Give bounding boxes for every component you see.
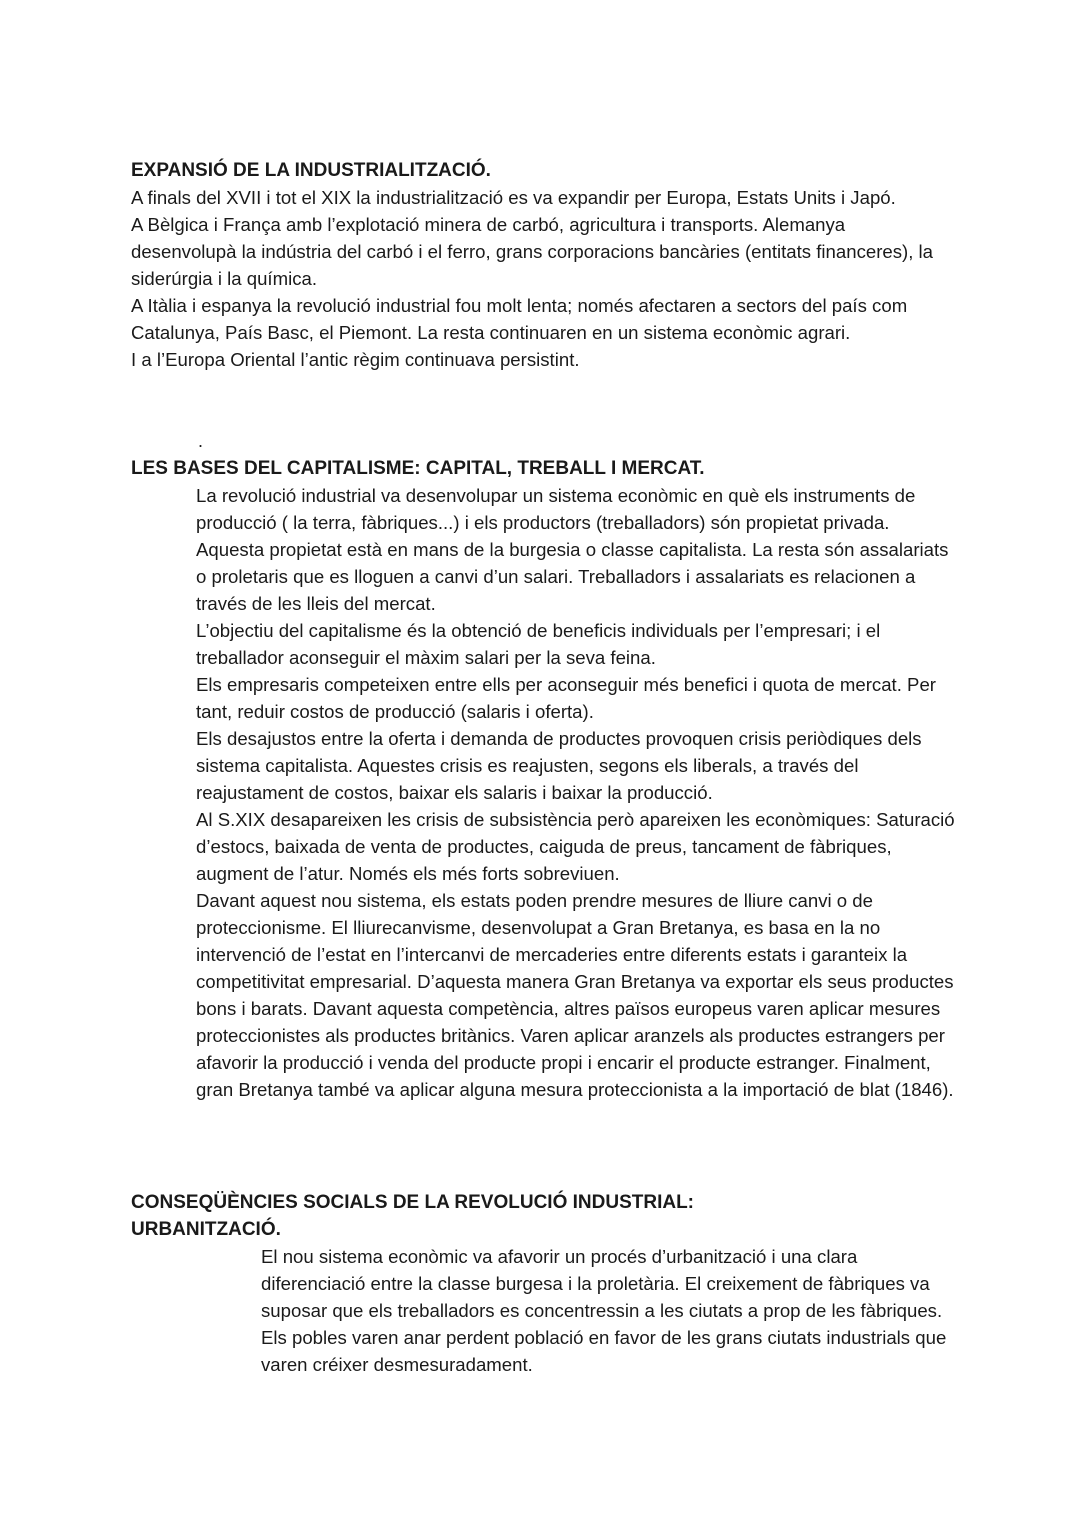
paragraph: A Itàlia i espanya la revolució industrial fou molt lenta; només afectaren a sectors del país com Catalunya, País Basc, el Piemont. La resta continuaren en un sistema econòmic agrari.: [131, 295, 908, 343]
section-expansio: [131, 157, 951, 373]
separator-dot: .: [198, 431, 204, 451]
section-title-line2: URBANITZACIÓ.: [131, 1219, 281, 1240]
section-title-line1: CONSEQÜÈNCIES SOCIALS DE LA REVOLUCIÓ INDUSTRIAL:: [131, 1192, 694, 1213]
section-capitalisme: [131, 455, 955, 1103]
section-urbanitzacio: [131, 1189, 951, 1378]
paragraph: I a l’Europa Oriental l’antic règim continuava persistint.: [131, 349, 580, 370]
section-title: LES BASES DEL CAPITALISME: CAPITAL, TREBALL I MERCAT.: [131, 458, 705, 479]
paragraph: El nou sistema econòmic va afavorir un procés d’urbanització i una clara diferenciació entre la classe burgesa i la proletària. El creixement de fàbriques va suposar que els treballadors es concentressin a les ciutats a prop de les fàbriques. Els pobles varen anar perdent població en favor de les grans ciutats industrials que varen créixer desmesuradament.: [261, 1246, 947, 1375]
paragraph: Aquesta propietat està en mans de la burgesia o classe capitalista. La resta són assalariats o proletaris que es lloguen a canvi d’un salari. Treballadors i assalariats es relacionen a través de les lleis del mercat.: [196, 539, 949, 614]
paragraph: A finals del XVII i tot el XIX la industrialització es va expandir per Europa, Estats Units i Japó.: [131, 187, 896, 208]
paragraph: Davant aquest nou sistema, els estats poden prendre mesures de lliure canvi o de proteccionisme. El lliurecanvisme, desenvolupat a Gran Bretanya, es basa en la no intervenció de l’estat en l’intercanvi de mercaderies entre diferents estats i garanteix la competitivitat empresarial. D’aquesta manera Gran Bretanya va exportar els seus productes bons i barats. Davant aquesta competència, altres països europeus varen aplicar mesures proteccionistes als productes britànics. Varen aplicar aranzels als productes estrangers per afavorir la producció i venda del producte propi i encarir el producte estranger. Finalment, gran Bretanya també va aplicar alguna mesura proteccionista a la importació de blat (1846).: [196, 890, 954, 1100]
paragraph: La revolució industrial va desenvolupar un sistema econòmic en què els instruments de producció ( la terra, fàbriques...) i els productors (treballadors) són propietat privada.: [196, 485, 916, 533]
paragraph: Al S.XIX desapareixen les crisis de subsistència però apareixen les econòmiques: Saturació d’estocs, baixada de venta de productes, caiguda de preus, tancament de fàbriques, augment de l’atur. Només els més forts sobreviuen.: [196, 809, 955, 884]
paragraph: Els empresaris competeixen entre ells per aconseguir més benefici i quota de mercat. Per tant, reduir costos de producció (salaris i oferta).: [196, 674, 936, 722]
section-title: EXPANSIÓ DE LA INDUSTRIALITZACIÓ.: [131, 160, 491, 181]
paragraph: Els desajustos entre la oferta i demanda de productes provoquen crisis periòdiques dels sistema capitalista. Aquestes crisis es reajusten, segons els liberals, a través del reajustament de costos, baixar els salaris i baixar la producció.: [196, 728, 922, 803]
paragraph: A Bèlgica i França amb l’explotació minera de carbó, agricultura i transports. Alemanya desenvolupà la indústria del carbó i el ferro, grans corporacions bancàries (entitats financeres), la siderúrgia i la química.: [131, 214, 934, 289]
paragraph: L’objectiu del capitalisme és la obtenció de beneficis individuals per l’empresari; i el treballador aconseguir el màxim salari per la seva feina.: [196, 620, 881, 668]
